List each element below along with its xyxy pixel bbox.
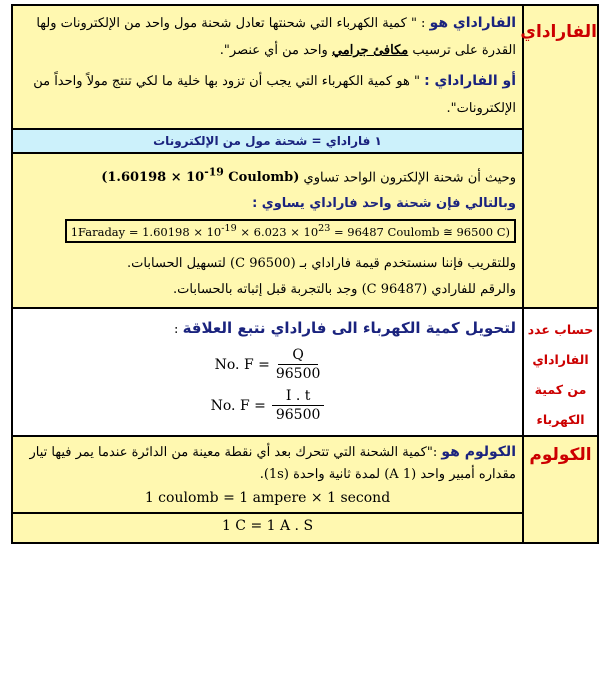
equation-q bbox=[13, 347, 522, 382]
conversion-heading-colon: : bbox=[174, 322, 183, 338]
approximation-line: وللتقريب فإننا سنستخدم قيمة فاراداي بـ (96500 C) لتسهيل الحسابات. bbox=[127, 256, 516, 272]
conversion-heading-text: لتحويل كمية الكهرباء الى فاراداي نتبع العلاقة bbox=[182, 319, 516, 338]
equation-q-lhs: No. F = bbox=[214, 356, 270, 373]
faraday-def1-text-b: واحد من أي عنصر". bbox=[219, 43, 332, 58]
coulomb-definition-text: :"كمية الشحنة التي تتحرك بعد أي نقطة معينة من الدائرة عندما يمر فيها تيار مقداره أمبير واحد (1 A) لمدة ثانية واحدة (1s). bbox=[29, 445, 516, 483]
faraday-definition-1 bbox=[13, 6, 522, 64]
calc-faraday-row bbox=[12, 308, 598, 436]
coulomb-term: الكولوم هو bbox=[441, 444, 516, 461]
formula-part-b: × 6.023 × 10 bbox=[236, 225, 319, 240]
coulomb-equation: 1 coulomb = 1 ampere × 1 second bbox=[144, 490, 391, 507]
coulomb-label: الكولوم bbox=[529, 445, 592, 466]
coulomb-label-cell bbox=[523, 436, 598, 543]
faraday-label-cell bbox=[520, 5, 598, 308]
gram-equivalent-term: مكافئ جرامي bbox=[331, 43, 409, 58]
faraday-definition-2 bbox=[13, 64, 522, 128]
calc-faraday-body-cell bbox=[12, 308, 523, 436]
electron-charge-value bbox=[101, 166, 300, 186]
charge-unit: Coulomb) bbox=[223, 170, 300, 186]
fraction-it-denominator: 96500 bbox=[275, 407, 321, 424]
faraday-body-cell bbox=[12, 5, 523, 308]
formula-wrapper bbox=[13, 215, 522, 249]
fraction-q bbox=[276, 347, 321, 382]
charge-mantissa: (1.60198 × 10 bbox=[101, 170, 205, 186]
faraday-def2-text: " هو كمية الكهرباء التي يجب أن تزود بها خلية ما لكي تنتج مولاً واحداً من الإلكترونات". bbox=[33, 74, 516, 116]
faraday-def1-text-a: : " كمية الكهرباء التي شحنتها تعادل شحنة مول واحد من الإلكترونات ولها القدرة على ترسيب bbox=[36, 16, 516, 58]
calc-label-line-4: الكهرباء bbox=[536, 412, 585, 428]
faraday-label: الفاراداي bbox=[520, 22, 597, 42]
electron-charge-line bbox=[13, 154, 522, 189]
electron-charge-text: وحيث أن شحنة الإلكترون الواحد تساوي bbox=[299, 170, 516, 186]
equation-it-lhs: No. F = bbox=[210, 397, 266, 414]
definitions-table bbox=[11, 4, 599, 544]
therefore-line bbox=[13, 189, 522, 215]
faraday-row bbox=[12, 5, 598, 308]
conversion-heading bbox=[13, 309, 522, 341]
fraction-q-denominator: 96500 bbox=[275, 366, 321, 383]
faraday-term: الفاراداي هو bbox=[429, 15, 516, 31]
fraction-q-numerator: Q bbox=[278, 347, 317, 365]
calc-label-line-3: من كمية bbox=[534, 382, 587, 398]
equation-it bbox=[13, 388, 522, 423]
coulomb-row bbox=[12, 436, 598, 543]
formula-part-a: 1Faraday = 1.60198 × 10 bbox=[70, 225, 222, 240]
fraction-it bbox=[272, 388, 325, 423]
formula-exp-1: -19 bbox=[221, 223, 237, 235]
faraday-alt-term: أو الفاراداي : bbox=[424, 73, 516, 89]
fraction-it-numerator: I . t bbox=[272, 388, 325, 406]
coulomb-definition bbox=[13, 437, 522, 486]
calc-label-line-1: حساب عدد bbox=[527, 322, 594, 338]
faraday-mole-band: ١ فاراداي = شحنة مول من الإلكترونات bbox=[13, 128, 522, 154]
calc-label-line-2: الفاراداي bbox=[532, 352, 589, 368]
coulomb-unit-equation: 1 C = 1 A . S bbox=[13, 512, 522, 542]
charge-exponent: -19 bbox=[204, 166, 224, 179]
formula-exp-2: 23 bbox=[318, 223, 331, 235]
faraday-formula-box bbox=[65, 219, 516, 243]
therefore-text: وبالتالي فإن شحنة واحد فاراداي يساوي : bbox=[252, 196, 516, 212]
coulomb-body-cell bbox=[12, 436, 523, 543]
formula-part-c: = 96487 Coulomb ≅ 96500 C) bbox=[330, 225, 510, 240]
experimental-value-line: والرقم للفارادي (96487 C) وجد بالتجربة قبل إثباته بالحسابات. bbox=[173, 282, 516, 298]
calc-faraday-label-cell bbox=[523, 308, 598, 436]
